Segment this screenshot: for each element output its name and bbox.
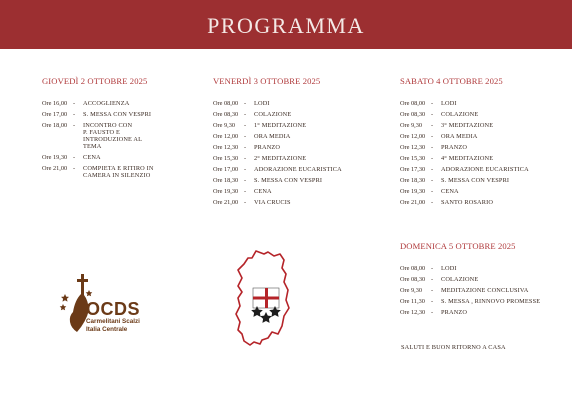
schedule-row xyxy=(213,166,373,173)
schedule-row xyxy=(400,298,560,305)
schedule-row xyxy=(213,155,373,162)
schedule-time: Ore 17,00 xyxy=(42,111,68,119)
schedule-activity: COLAZIONE xyxy=(441,276,479,284)
schedule-row xyxy=(42,111,192,118)
schedule-time: Ore 15,30 xyxy=(213,155,239,163)
ocds-logo-text xyxy=(86,300,140,333)
schedule-row xyxy=(400,100,560,107)
schedule-time: Ore 08,00 xyxy=(213,100,239,107)
schedule-row xyxy=(400,287,560,294)
schedule-time: Ore 12,30 xyxy=(400,309,426,317)
schedule-activity: COMPIETA E RITIRO IN CAMERA IN SILENZIO xyxy=(83,165,154,180)
schedule-activity: S. MESSA CON VESPRI xyxy=(83,111,152,119)
separator-dash: - xyxy=(431,111,434,119)
day-column-sabato xyxy=(400,76,560,210)
separator-dash: - xyxy=(431,122,434,130)
separator-dash: - xyxy=(244,144,247,152)
schedule-activity: 1° MEDITAZIONE xyxy=(254,122,307,130)
schedule-row xyxy=(42,100,192,107)
separator-dash: - xyxy=(73,154,76,162)
separator-dash: - xyxy=(431,298,434,306)
schedule-row xyxy=(400,265,560,272)
separator-dash: - xyxy=(244,166,247,174)
schedule-activity: PRANZO xyxy=(441,309,468,317)
day-title: DOMENICA 5 OTTOBRE 2025 xyxy=(400,241,516,251)
separator-dash: - xyxy=(431,166,434,174)
day-column-venerdi xyxy=(213,76,373,210)
separator-dash: - xyxy=(431,155,434,163)
schedule-row xyxy=(213,188,373,195)
separator-dash: - xyxy=(244,133,247,141)
schedule-row xyxy=(400,133,560,140)
schedule-row xyxy=(213,144,373,151)
schedule-time: Ore 08,30 xyxy=(400,111,426,119)
schedule-time: Ore 9,30 xyxy=(213,122,236,130)
schedule-row xyxy=(213,122,373,129)
schedule-row xyxy=(400,309,560,316)
schedule-row xyxy=(213,100,373,107)
logo-line1: Carmelitani Scalzi xyxy=(86,318,140,325)
schedule-time: Ore 18,00 xyxy=(42,122,68,130)
schedule-time: Ore 19,30 xyxy=(42,154,68,162)
schedule-row xyxy=(400,188,560,195)
schedule-time: Ore 15,30 xyxy=(400,155,426,163)
schedule-activity: S. MESSA , RINNOVO PROMESSE xyxy=(441,298,541,306)
schedule-time: Ore 19,30 xyxy=(213,188,239,196)
schedule-time: Ore 21,00 xyxy=(42,165,68,173)
page-title: PROGRAMMA xyxy=(207,12,365,38)
schedule-activity: ORA MEDIA xyxy=(254,133,291,141)
schedule-time: Ore 08,00 xyxy=(400,100,426,107)
schedule-row xyxy=(213,199,373,206)
schedule-activity: ADORAZIONE EUCARISTICA xyxy=(441,166,529,174)
schedule-activity: INCONTRO CON P. FAUSTO E INTRODUZIONE AL TEMA xyxy=(83,122,143,151)
day-title: VENERDÌ 3 OTTOBRE 2025 xyxy=(213,76,321,86)
separator-dash: - xyxy=(431,144,434,152)
separator-dash: - xyxy=(431,188,434,196)
schedule-activity: S. MESSA CON VESPRI xyxy=(441,177,510,185)
schedule-row xyxy=(400,199,560,206)
logo-name: OCDS xyxy=(86,299,141,319)
schedule-activity: CENA xyxy=(254,188,272,196)
separator-dash: - xyxy=(431,133,434,141)
schedule-row xyxy=(213,177,373,184)
schedule-activity: PRANZO xyxy=(441,144,468,152)
schedule-activity: CENA xyxy=(441,188,459,196)
schedule-activity: 4° MEDITAZIONE xyxy=(441,155,494,163)
schedule-activity: CENA xyxy=(83,154,101,162)
schedule-time: Ore 18,30 xyxy=(213,177,239,185)
closing-note: SALUTI E BUON RITORNO A CASA xyxy=(401,344,506,351)
schedule-row xyxy=(400,155,560,162)
day-column-domenica xyxy=(400,241,560,320)
schedule-row xyxy=(42,122,192,150)
schedule-time: Ore 08,30 xyxy=(213,111,239,119)
schedule-row xyxy=(400,177,560,184)
separator-dash: - xyxy=(244,100,247,107)
schedule-activity: VIA CRUCIS xyxy=(254,199,291,207)
separator-dash: - xyxy=(431,199,434,207)
separator-dash: - xyxy=(244,177,247,185)
schedule-time: Ore 17,00 xyxy=(213,166,239,174)
schedule-activity: COLAZIONE xyxy=(441,111,479,119)
schedule-time: Ore 17,30 xyxy=(400,166,426,174)
schedule-time: Ore 21,00 xyxy=(213,199,239,207)
separator-dash: - xyxy=(244,155,247,163)
separator-dash: - xyxy=(431,309,434,317)
separator-dash: - xyxy=(431,177,434,185)
schedule-activity: ACCOGLIENZA xyxy=(83,100,130,107)
schedule-activity: ADORAZIONE EUCARISTICA xyxy=(254,166,342,174)
separator-dash: - xyxy=(244,122,247,130)
schedule-activity: LODI xyxy=(441,100,457,107)
day-column-giovedi xyxy=(42,76,192,183)
sardinia-map-icon xyxy=(226,248,296,348)
schedule-time: Ore 16,00 xyxy=(42,100,68,107)
schedule-activity: ORA MEDIA xyxy=(441,133,478,141)
day-title: SABATO 4 OTTOBRE 2025 xyxy=(400,76,503,86)
separator-dash: - xyxy=(73,111,76,119)
separator-dash: - xyxy=(244,199,247,207)
schedule-time: Ore 12,30 xyxy=(400,144,426,152)
header-banner xyxy=(0,0,572,49)
schedule-activity: MEDITAZIONE CONCLUSIVA xyxy=(441,287,529,295)
schedule-time: Ore 08,30 xyxy=(400,276,426,284)
schedule-time: Ore 12,00 xyxy=(400,133,426,141)
schedule-row xyxy=(400,122,560,129)
separator-dash: - xyxy=(431,100,434,107)
schedule-time: Ore 21,00 xyxy=(400,199,426,207)
separator-dash: - xyxy=(73,122,76,130)
schedule-activity: LODI xyxy=(254,100,270,107)
schedule-time: Ore 12,30 xyxy=(213,144,239,152)
day-title: GIOVEDÌ 2 OTTOBRE 2025 xyxy=(42,76,148,86)
schedule-activity: SANTO ROSARIO xyxy=(441,199,494,207)
separator-dash: - xyxy=(431,265,434,272)
schedule-activity: LODI xyxy=(441,265,457,272)
schedule-time: Ore 11,30 xyxy=(400,298,425,306)
schedule-row xyxy=(42,165,192,179)
logo-line2: Italia Centrale xyxy=(86,325,128,333)
separator-dash: - xyxy=(73,165,76,173)
schedule-row xyxy=(42,154,192,161)
schedule-time: Ore 9,30 xyxy=(400,122,423,130)
schedule-row xyxy=(213,111,373,118)
schedule-row xyxy=(400,166,560,173)
schedule-time: Ore 12,00 xyxy=(213,133,239,141)
schedule-time: Ore 19,30 xyxy=(400,188,426,196)
schedule-time: Ore 9,30 xyxy=(400,287,423,295)
separator-dash: - xyxy=(73,100,76,107)
schedule-activity: 2° MEDITAZIONE xyxy=(254,155,307,163)
separator-dash: - xyxy=(244,111,247,119)
schedule-activity: COLAZIONE xyxy=(254,111,292,119)
schedule-activity: PRANZO xyxy=(254,144,281,152)
schedule-row xyxy=(400,276,560,283)
schedule-activity: S. MESSA CON VESPRI xyxy=(254,177,323,185)
schedule-row xyxy=(213,133,373,140)
schedule-time: Ore 08,00 xyxy=(400,265,426,272)
schedule-row xyxy=(400,111,560,118)
schedule-time: Ore 18,30 xyxy=(400,177,426,185)
separator-dash: - xyxy=(244,188,247,196)
separator-dash: - xyxy=(431,276,434,284)
schedule-row xyxy=(400,144,560,151)
schedule-activity: 3° MEDITAZIONE xyxy=(441,122,494,130)
separator-dash: - xyxy=(431,287,434,295)
